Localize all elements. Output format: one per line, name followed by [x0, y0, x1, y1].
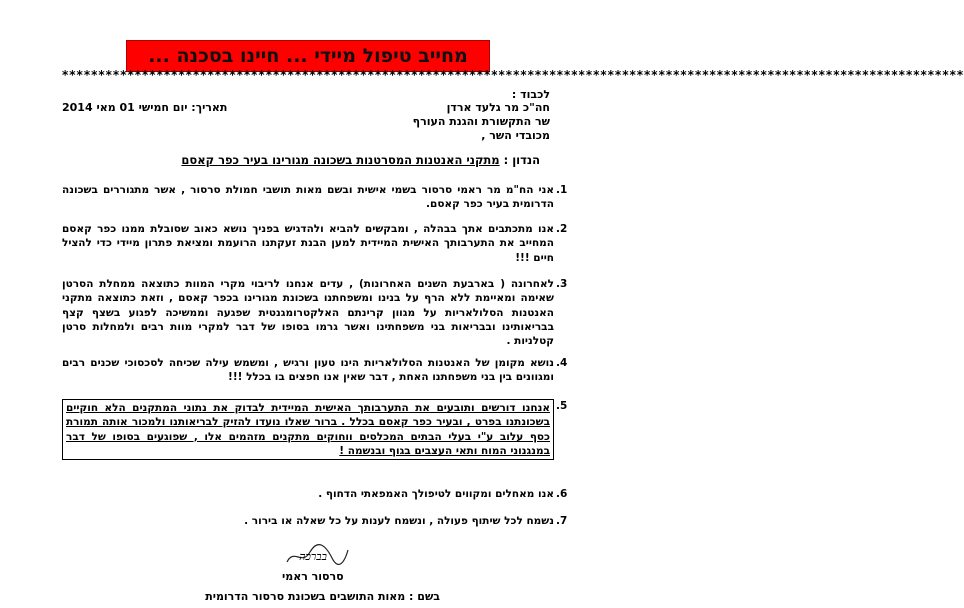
item-text-boxed: אנחנו דורשים ותובעים את התערבותך האישית המיידית לבדוק את נתוני המתקנים הלא חוקיים בשכונתנו בפרט , ובעיר כפר קאסם בכלל . ברור שאלו נועדו להזיק לבריאותנו ולמכור אותה תמורת כסף עלוב ע"י בעלי הבתים המכלסים ווחוקים מתקנים מזהמים אלו , שפוגעים בסופו של דבר במנגנוני המוח ותאי העצבים בגוף ובנשמה ! — [62, 399, 554, 460]
list-item-2 — [62, 222, 568, 265]
item-text: אנו מתכתבים אתך בבהלה , ומבקשים להביא ולהדגיש בפניך נושא כאוב שסובלת ממנו כפר קאסם המחייב את התערבותך האישית המיידית למען הבנת זעקתנו הרועמת ומציאת פתרון מיידי כדי להציל חיים !!! — [62, 223, 554, 264]
list-item-6 — [62, 487, 568, 501]
item-number: .5 — [556, 400, 568, 412]
subject-line — [100, 153, 540, 167]
subject-text: מתקני האנטנות המסרטנות בשכונה מגורינו בעיר כפר קאסם — [181, 153, 500, 167]
minister-title: שר התקשורת והגנת העורף — [412, 115, 550, 128]
item-text: לאחרונה ( בארבעת השנים האחרונות) , עדים אנחנו לריבוי מקרי המוות כתוצאה ממחלת הסרטן שאימה ומאיימת ללא הרף על בנינו ומשפחתנו בשכונת מגורינו בכפר קאסם , וזאת כתוצאה מתקני האנטנות הסלולאריות על מגוון קרינתם האלקטרומגנטית שפגעה וממשיכה לפגוע בשצף קצף בבריאותינו ובבריאות בני משפחתינו ואשר גרמו בסופו של דבר למקרי מוות רבים ולמחלות סרטן קטלניות . — [62, 278, 554, 348]
item-number: .1 — [556, 184, 568, 196]
item-text: נושא מקומן של האנטנות הסלולאריות הינו טעון ורגיש , ומשמש עילה שכיחה לסכסוכי שכנים רבים ומגוונים בין בני משפחתנו האחת , דבר שאין אנו חפצים בו בכלל !!! — [62, 357, 554, 384]
list-item-4 — [62, 356, 568, 385]
item-text: אנו מאחלים ומקווים לטיפולך האמפאתי הדחוף . — [318, 488, 554, 500]
list-item-5 — [62, 399, 568, 460]
office-greeting: מכובדי השר , — [481, 129, 550, 142]
signature-handwritten: בברכה — [299, 550, 327, 563]
item-number: .7 — [556, 515, 568, 527]
banner-text: מחייב טיפול מיידי ... חיינו בסכנה ... — [148, 45, 468, 67]
letter-date: תאריך: יום חמישי 01 מאי 2014 — [62, 101, 228, 114]
list-item-7 — [62, 514, 568, 528]
separator-line: **************************************************************************************************************************** — [62, 68, 964, 82]
item-text: נשמח לכל שיתוף פעולה , ונשמח לענות על כל שאלה או בירור . — [244, 515, 554, 527]
recipient-name: חה"כ מר גלעד ארדן — [446, 101, 550, 114]
item-text: אני הח"מ מר ראמי סרסור בשמי אישית ובשם מאות תושבי חמולת סרסור , אשר מתגוררים בשכונה הדרומית בעיר כפר קאסם. — [62, 184, 554, 211]
item-number: .3 — [556, 278, 568, 290]
signature-on-behalf: בשם : מאות התושבים בשכונת סרסור הדרומית — [205, 590, 440, 603]
item-number: .2 — [556, 223, 568, 235]
item-number: .6 — [556, 488, 568, 500]
to-label: לכבוד : — [511, 88, 550, 101]
item-number: .4 — [556, 357, 568, 369]
subject-label: הנדון : — [503, 153, 540, 167]
signature-name: סרסור ראמי — [282, 570, 344, 583]
list-item-1 — [62, 183, 568, 212]
list-item-3 — [62, 277, 568, 348]
